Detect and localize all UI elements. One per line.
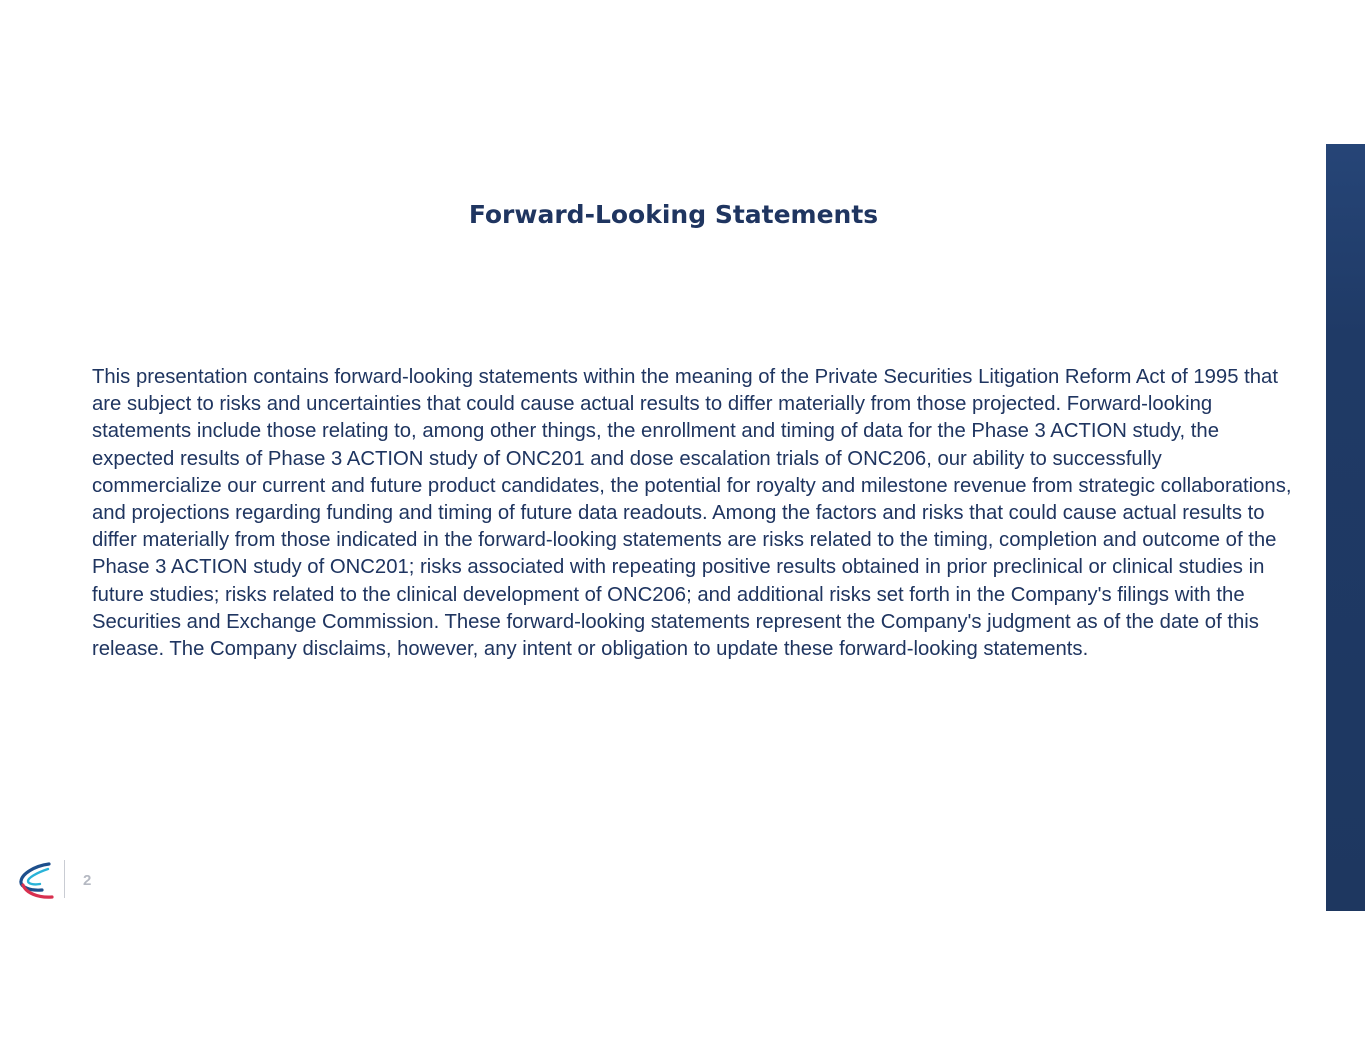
forward-looking-statement-text: This presentation contains forward-looking statements within the meaning of the Private Securities Litigation Reform Act of 1995 that are subject to risks and uncertainties that could cause actual results to differ materially from those projected. Forward-looking statements include those relating to, among other things, the enrollment and timing of data for the Phase 3 ACTION study, the expected results of Phase 3 ACTION study of ONC201 and dose escalation trials of ONC206, our ability to successfully commercialize our current and future product candidates, the potential for royalty and milestone revenue from strategic collaborations, and projections regarding funding and timing of future data readouts. Among the factors and risks that could cause actual results to differ materially from those indicated in the forward-looking statements are risks related to the timing, completion and outcome of the Phase 3 ACTION study of ONC201; risks associated with repeating positive results obtained in prior preclinical or clinical studies in future studies; risks related to the clinical development of ONC206; and additional risks set forth in the Company's filings with the Securities and Exchange Commission. These forward-looking statements represent the Company's judgment as of the date of this release. The Company disclaims, however, any intent or obligation to update these forward-looking statements.: [92, 366, 1292, 661]
footer-divider: [64, 860, 65, 898]
page-number: 2: [83, 872, 92, 889]
company-logo-icon: [16, 860, 56, 902]
slide-title: Forward-Looking Statements: [468, 200, 879, 229]
decorative-side-bar: [1326, 144, 1365, 911]
